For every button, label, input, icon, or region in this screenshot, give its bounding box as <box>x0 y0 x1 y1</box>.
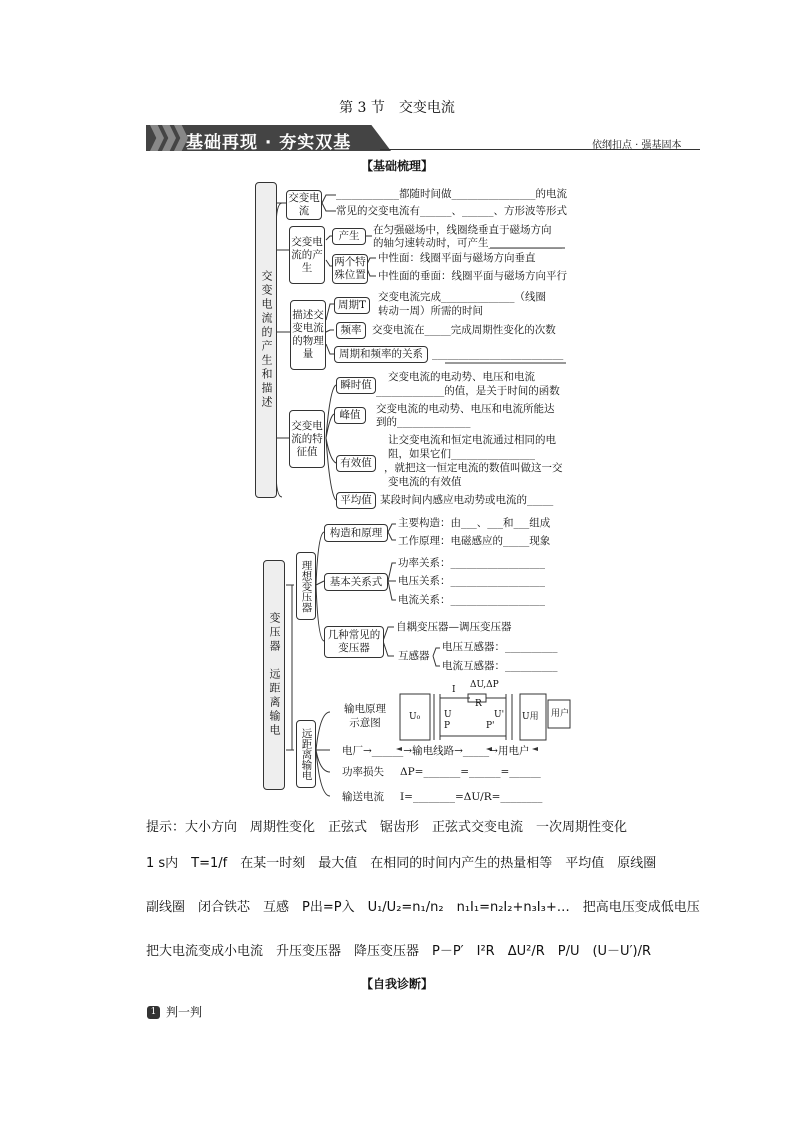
node-effective: 有效值 <box>336 455 376 472</box>
node-period-freq: 周期和频率的关系 <box>334 346 428 363</box>
node-characteristic-values: 交变电流的特征值 <box>289 410 325 468</box>
node-ideal-transformer: 理想变压器 <box>296 552 316 620</box>
ac-definition: ____________都随时间做________________的电流 <box>336 188 567 200</box>
diag-i: I <box>452 685 456 695</box>
period-freq-relation: _________________________ <box>432 348 564 360</box>
hint-line-4: 把大电流变成小电流 升压变压器 降压变压器 P－P′ I²R ΔU²/R P/U (U－U′)/R <box>146 944 652 959</box>
instrument-transformer: 互感器 <box>398 650 430 662</box>
banner-title: 基础再现 · 夯实双基 <box>186 133 352 153</box>
topic-ac-generation: 交变电流的产生和描述 <box>255 182 277 498</box>
section-basic: 【基础梳理】 <box>360 159 433 173</box>
node-average: 平均值 <box>336 492 376 509</box>
peak-l1: 交变电流的电动势、电压和电流所能达 <box>376 403 555 415</box>
node-instantaneous: 瞬时值 <box>336 377 376 394</box>
power-loss-label: 功率损失 <box>342 766 384 778</box>
hint-line-2: 1 s内 T=1/f 在某一时刻 最大值 在相同的时间内产生的热量相等 平均值 原线圈 <box>146 856 657 871</box>
diag-u0: U₀ <box>409 712 421 722</box>
page-title: 第 3 节 交变电流 <box>339 100 455 116</box>
frequency-l1: 交变电流在_____完成周期性变化的次数 <box>372 324 556 336</box>
generation-l2: 的轴匀速转动时，可产生______________ <box>373 237 562 249</box>
diag-du-dp: ΔU,ΔP <box>470 680 499 690</box>
period-l2: 转动一周）所需的时间 <box>378 305 483 317</box>
node-basic-relations: 基本关系式 <box>324 573 388 591</box>
diag-r: R <box>475 699 482 709</box>
effective-l1: 让交变电流和恒定电流通过相同的电 <box>388 434 556 446</box>
question-number-badge: 1 <box>147 1006 160 1019</box>
effective-l4: 变电流的有效值 <box>388 476 462 488</box>
transmission-diagram-label: 输电原理示意图 <box>344 703 386 729</box>
node-generation: 产生 <box>332 228 366 245</box>
period-l1: 交变电流完成______________（线圈 <box>378 291 546 303</box>
hint-line-3: 副线圈 闭合铁芯 互感 P出=P入 U₁/U₂=n₁/n₂ n₁I₁=n₂I₂+n₃I₃+… 把高电压变成低电压 <box>146 900 700 915</box>
neutral-plane: 中性面：线圈平面与磁场方向垂直 <box>378 252 536 264</box>
current-label: 输送电流 <box>342 791 384 803</box>
structure-l1: 主要构造：由___、___和___组成 <box>398 517 551 529</box>
node-frequency: 频率 <box>336 322 366 339</box>
peak-l2: 到的______________ <box>376 416 471 428</box>
diag-user: 用户 <box>551 709 570 719</box>
node-ac: 交变电流 <box>286 190 322 220</box>
instantaneous-l1: 交变电流的电动势、电压和电流 <box>388 371 535 383</box>
voltage-transformer: 电压互感器：__________ <box>442 641 558 653</box>
generation-l1: 在匀强磁场中，线圈绕垂直于磁场方向 <box>373 224 552 236</box>
effective-l2: 阻，如果它们________________ <box>388 448 535 460</box>
diag-p: P <box>444 721 451 731</box>
hint-line-1: 提示：大小方向 周期性变化 正弦式 锯齿形 正弦式交变电流 一次周期性变化 <box>146 820 628 835</box>
diag-u-prime: U' <box>494 710 505 720</box>
structure-l2: 工作原理：电磁感应的_____现象 <box>398 535 551 547</box>
node-peak: 峰值 <box>334 407 366 424</box>
judge-label: 判一判 <box>166 1005 203 1019</box>
node-ac-generation: 交变电流的产生 <box>289 226 325 284</box>
current-formula: I=________=ΔU/R=________ <box>400 791 543 803</box>
banner-subtitle: 依纲扣点 · 强基固本 <box>592 140 682 151</box>
current-transformer: 电流互感器：__________ <box>442 660 558 672</box>
node-common-transformers: 几种常见的变压器 <box>324 626 384 658</box>
node-period: 周期T <box>334 297 370 314</box>
power-loss-formula: ΔP=_______=______=______ <box>400 766 541 778</box>
section-self-diagnosis: 【自我诊断】 <box>360 977 433 991</box>
node-structure: 构造和原理 <box>324 524 388 542</box>
node-long-distance: 远距离输电 <box>296 720 316 788</box>
diag-u-user: U用 <box>522 712 539 722</box>
effective-l3: ，就把这一恒定电流的数值叫做这一交 <box>384 462 563 474</box>
transmission-chain: 电厂→______→输电线路→_____→用电户 <box>342 745 530 757</box>
voltage-relation: 电压关系：__________________ <box>398 575 545 587</box>
current-relation: 电流关系：__________________ <box>398 594 545 606</box>
ac-common-types: 常见的交变电流有______、______、方形波等形式 <box>336 205 567 217</box>
node-physical-quantities: 描述交变电流的物理量 <box>290 300 326 370</box>
diag-p-prime: P' <box>486 721 495 731</box>
average-l1: 某段时间内感应电动势或电流的_____ <box>380 494 554 506</box>
topic-transformer: 变压器 远距离输电 <box>263 560 285 790</box>
instantaneous-l2: _____________的值，是关于时间的函数 <box>376 385 560 397</box>
node-special-positions: 两个特殊位置 <box>332 254 368 284</box>
diag-u: U <box>444 710 452 720</box>
power-relation: 功率关系：__________________ <box>398 557 545 569</box>
autotransformer: 自耦变压器—调压变压器 <box>396 621 512 633</box>
neutral-plane-perp: 中性面的垂面：线圈平面与磁场方向平行 <box>378 270 567 282</box>
